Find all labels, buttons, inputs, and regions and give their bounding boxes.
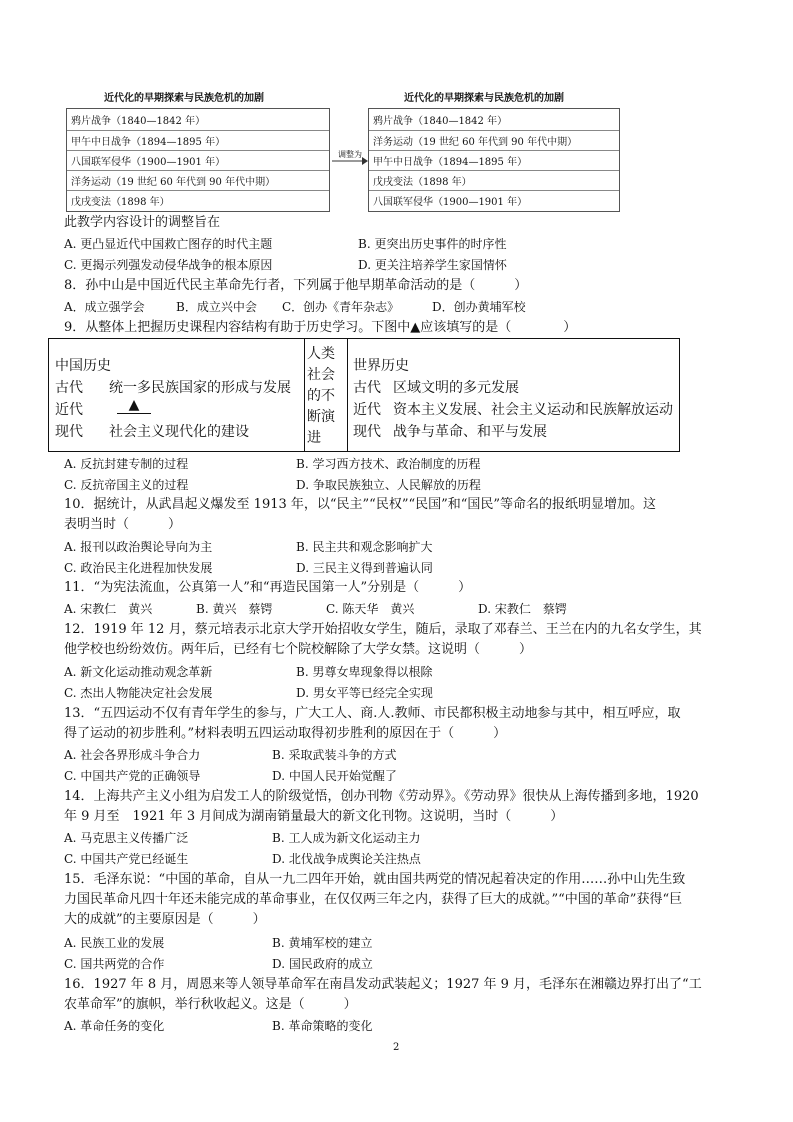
q7-option-a: A. 更凸显近代中国救亡图存的时代主题: [64, 237, 273, 251]
q10-option-a: A. 报刊以政治舆论导向为主: [64, 540, 213, 554]
q13-option-b: B. 采取武装斗争的方式: [272, 748, 397, 762]
right-row-1: 鸦片战争（1840—1842 年）: [373, 116, 508, 127]
right-row-3: 甲午中日战争（1894—1895 年）: [373, 157, 528, 168]
q16-stem-line2: 农革命军”的旗帜，举行秋收起义。这是（ ）: [64, 997, 357, 1012]
center-text-2: 社会: [307, 367, 335, 383]
q8-stem: 8．孙中山是中国近代民主革命先行者，下列属于他早期革命活动的是（ ）: [64, 278, 528, 293]
q15-stem-line1: 15．毛泽东说：“中国的革命，自从一九二四年开始，就由国共两党的情况起着决定的作用……孙中山先生致: [64, 872, 686, 887]
q9-option-b: B. 学习西方技术、政治制度的历程: [296, 457, 481, 471]
right-box-title: 近代化的早期探索与民族危机的加剧: [404, 93, 564, 104]
left-row-3: 八国联军侵华（1900—1901 年）: [71, 157, 226, 168]
center-text-4: 断演: [307, 409, 335, 425]
world-content-modern: 资本主义发展、社会主义运动和民族解放运动: [393, 402, 673, 418]
q12-option-b: B. 男尊女卑现象得以根除: [296, 665, 433, 679]
china-period-ancient: 古代: [55, 380, 83, 396]
q14-option-d: D. 北伐战争成舆论关注热点: [272, 852, 421, 866]
q12-option-d: D. 男女平等已经完全实现: [296, 686, 433, 700]
q14-stem-line2: 年 9 月至 1921 年 3 月间成为湖南销量最大的新文化刊物。这说明，当时（ ）: [64, 809, 564, 824]
china-period-modern: 近代: [55, 402, 83, 418]
q16-option-a: A. 革命任务的变化: [64, 1019, 165, 1033]
left-row-4: 洋务运动（19 世纪 60 年代到 90 年代中期）: [71, 177, 276, 188]
q8-option-c: C．创办《青年杂志》: [282, 300, 400, 314]
world-period-contemporary: 现代: [353, 424, 381, 440]
q11-option-a: A. 宋教仁 黄兴: [64, 602, 153, 616]
q11-option-b: B. 黄兴 蔡锷: [196, 602, 273, 616]
right-row-4: 戊戌变法（1898 年）: [373, 177, 472, 188]
q10-stem-line2: 表明当时（ ）: [64, 517, 182, 532]
world-period-ancient: 古代: [353, 380, 381, 396]
q8-option-a: A．成立强学会: [64, 300, 145, 314]
q15-stem-line3: 大的成就”的主要原因是（ ）: [64, 912, 266, 927]
q13-option-c: C. 中国共产党的正确领导: [64, 769, 201, 783]
right-arrow-icon: [332, 156, 368, 166]
world-content-ancient: 区域文明的多元发展: [393, 380, 519, 396]
q8-option-d: D．创办黄埔军校: [432, 300, 526, 314]
q11-stem: 11．“为宪法流血，公真第一人”和“再造民国第一人”分别是（ ）: [64, 580, 472, 595]
right-timeline-box: [368, 108, 620, 212]
q12-option-c: C. 杰出人物能决定社会发展: [64, 686, 213, 700]
q9-option-d: D. 争取民族独立、人民解放的历程: [296, 478, 481, 492]
q9-stem: 9．从整体上把握历史课程内容结构有助于历史学习。下图中▲应该填写的是（ ）: [64, 320, 577, 335]
world-content-contemporary: 战争与革命、和平与发展: [393, 424, 547, 440]
arrow-label: 调整为: [338, 150, 362, 159]
q16-stem-line1: 16．1927 年 8 月，周恩来等人领导革命军在南昌发动武装起义；1927 年 9 月，毛泽东在湘赣边界打出了“工: [64, 977, 702, 992]
left-timeline-box: [66, 108, 330, 212]
q14-option-b: B. 工人成为新文化运动主力: [272, 831, 421, 845]
q13-stem-line1: 13．“五四运动不仅有青年学生的参与，广大工人、商.人.教师、市民都积极主动地参与其中，相互呼应，取: [64, 706, 681, 721]
world-period-modern: 近代: [353, 402, 381, 418]
china-content-ancient: 统一多民族国家的形成与发展: [109, 380, 291, 396]
q14-option-c: C. 中国共产党已经诞生: [64, 852, 189, 866]
q15-option-a: A. 民族工业的发展: [64, 936, 165, 950]
world-history-title: 世界历史: [353, 358, 409, 374]
q9-option-c: C. 反抗帝国主义的过程: [64, 478, 189, 492]
left-row-5: 戊戌变法（1898 年）: [71, 197, 170, 208]
q13-stem-line2: 得了运动的初步胜利。”材料表明五四运动取得初步胜利的原因在于（ ）: [64, 726, 507, 741]
q13-option-d: D. 中国人民开始觉醒了: [272, 769, 397, 783]
q15-option-b: B. 黄埔军校的建立: [272, 936, 373, 950]
q14-stem-line1: 14．上海共产主义小组为启发工人的阶级觉悟，创办刊物《劳动界》。《劳动界》很快从上海传播到多地，1920: [64, 789, 699, 804]
page-number: 2: [393, 1042, 400, 1053]
q11-option-c: C. 陈天华 黄兴: [326, 602, 415, 616]
right-row-5: 八国联军侵华（1900—1901 年）: [373, 197, 528, 208]
china-content-contemporary: 社会主义现代化的建设: [109, 424, 249, 440]
q14-option-a: A. 马克思主义传播广泛: [64, 831, 189, 845]
triangle-blank: ▲: [117, 397, 151, 414]
china-history-title: 中国历史: [55, 358, 111, 374]
q9-option-a: A. 反抗封建专制的过程: [64, 457, 189, 471]
q13-option-a: A. 社会各界形成斗争合力: [64, 748, 201, 762]
q15-stem-line2: 力国民革命凡四十年还未能完成的革命事业，在仅仅两三年之内，获得了巨大的成就。”“中国的革命”获得“巨: [64, 892, 683, 907]
china-period-contemporary: 现代: [55, 424, 83, 440]
q7-stem: 此教学内容设计的调整旨在: [64, 215, 221, 230]
q7-option-d: D. 更关注培养学生家国情怀: [358, 258, 507, 272]
q12-option-a: A. 新文化运动推动观念革新: [64, 665, 213, 679]
left-box-title: 近代化的早期探索与民族危机的加剧: [104, 93, 264, 104]
q15-option-c: C. 国共两党的合作: [64, 957, 165, 971]
q12-stem-line2: 他学校也纷纷效仿。两年后，已经有七个院校解除了大学女禁。这说明（ ）: [64, 642, 533, 657]
q8-option-b: B．成立兴中会: [176, 300, 257, 314]
q10-stem-line1: 10．据统计，从武昌起义爆发至 1913 年，以“民主”“民权”“民国”和“国民”等命名的报纸明显增加。这: [64, 497, 657, 512]
q11-option-d: D. 宋教仁 蔡锷: [478, 602, 567, 616]
q12-stem-line1: 12．1919 年 12 月，蔡元培表示北京大学开始招收女学生，随后，录取了邓春兰、王兰在内的九名女学生，其: [64, 622, 702, 637]
right-row-2: 洋务运动（19 世纪 60 年代到 90 年代中期）: [373, 137, 578, 148]
q7-option-b: B. 更突出历史事件的时序性: [358, 237, 507, 251]
q16-option-b: B. 革命策略的变化: [272, 1019, 373, 1033]
center-text-1: 人类: [307, 346, 335, 362]
center-text-5: 进: [307, 430, 321, 446]
left-row-2: 甲午中日战争（1894—1895 年）: [71, 137, 226, 148]
q10-option-d: D. 三民主义得到普遍认同: [296, 561, 433, 575]
q7-option-c: C. 更揭示列强发动侵华战争的根本原因: [64, 258, 273, 272]
history-structure-table: [48, 338, 680, 452]
left-row-1: 鸦片战争（1840—1842 年）: [71, 116, 206, 127]
q10-option-c: C. 政治民主化进程加快发展: [64, 561, 213, 575]
q10-option-b: B. 民主共和观念影响扩大: [296, 540, 433, 554]
q15-option-d: D. 国民政府的成立: [272, 957, 373, 971]
center-text-3: 的不: [307, 388, 335, 404]
